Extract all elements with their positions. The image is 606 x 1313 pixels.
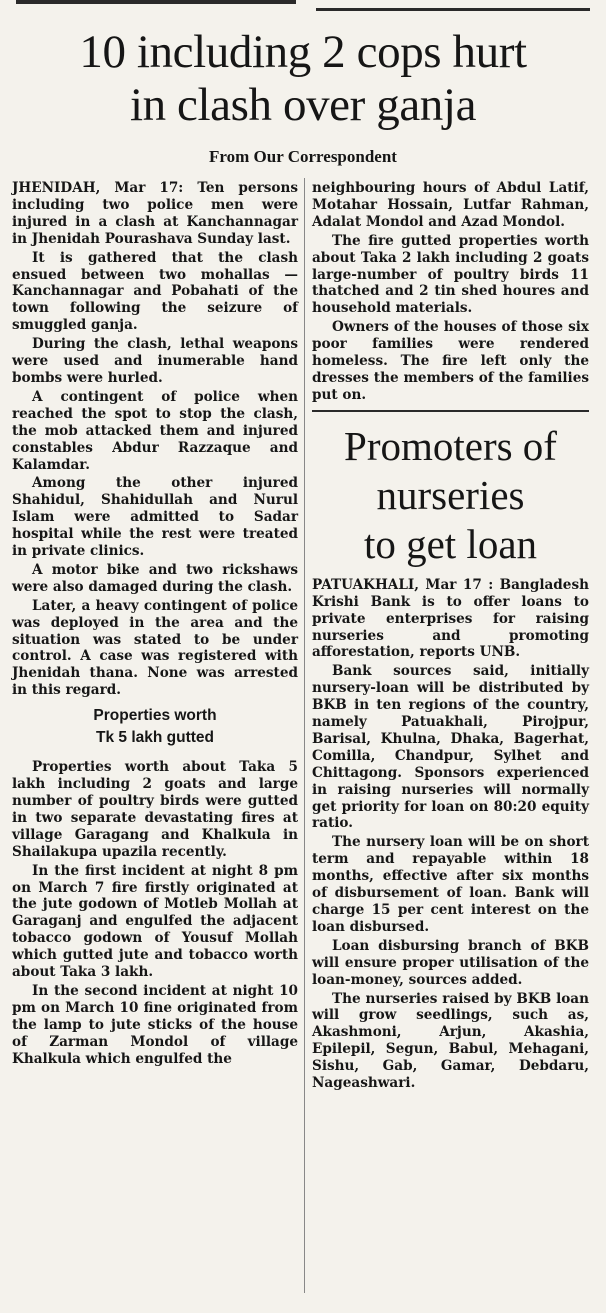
story3-paragraph: Bank sources said, initially nursery-loan will be distributed by BKB in ten regions of the country, namely Patuakhali, Pirojpur, Barisal, Khulna, Dhaka, Bagerhat, Comilla, Chandpur, Sylhet and Chittagong. Sponsors experienced in raising nurseries will normally get priority for loan on 80:20 equity ratio. bbox=[312, 663, 589, 832]
second-headline bbox=[312, 422, 589, 569]
story1-paragraph: A motor bike and two rickshaws were also damaged during the clash. bbox=[12, 561, 298, 595]
story2-continued-paragraph: The fire gutted properties worth about Taka 2 lakh including 2 goats large-number of poultry birds 11 thatched and 2 tin shed houres and household materials. bbox=[312, 232, 589, 317]
top-rule-left bbox=[16, 0, 296, 4]
subhead-line-1: Properties worth bbox=[93, 707, 217, 725]
left-column bbox=[12, 180, 298, 1070]
subhead-line-2: Tk 5 lakh gutted bbox=[96, 729, 214, 747]
story2-continued-paragraph: Owners of the houses of those six poor families were rendered homeless. The fire left only the dresses the members of the families put on. bbox=[312, 319, 589, 403]
section-rule bbox=[312, 410, 589, 412]
story3-paragraph: The nurseries raised by BKB loan will grow seedlings, such as, Akashmoni, Arjun, Akashia, Epilepil, Segun, Babul, Mehagani, Sishu, Gab, Gamar, Debdaru, Nageashwari. bbox=[312, 990, 589, 1092]
headline-line-1: 10 including 2 cops hurt bbox=[79, 26, 527, 78]
story2-continued-paragraph: neighbouring hours of Abdul Latif, Motahar Hossain, Lutfar Rahman, Adalat Mondol and Azad Mondol. bbox=[312, 180, 589, 230]
top-rule-right bbox=[316, 8, 590, 11]
story1-paragraph: Among the other injured Shahidul, Shahidullah and Nurul Islam were admitted to Sadar hospital while the rest were treated in private clinics. bbox=[12, 475, 298, 560]
story1-paragraph: It is gathered that the clash ensued between two mohallas — Kanchannagar and Pobahati of the town following the seizure of smuggled ganja. bbox=[12, 249, 298, 334]
story3-paragraph: PATUAKHALI, Mar 17 : Bangladesh Krishi Bank is to offer loans to private enterprises for raising nurseries and promoting afforestation, reports UNB. bbox=[312, 576, 589, 661]
headline2-line-3: to get loan bbox=[363, 520, 538, 567]
headline-line-2: in clash over ganja bbox=[129, 79, 477, 131]
story3-paragraph: Loan disbursing branch of BKB will ensure proper utilisation of the loan-money, sources added. bbox=[312, 937, 589, 988]
main-headline bbox=[10, 26, 596, 132]
story3-paragraph: The nursery loan will be on short term and repayable within 18 months, effective after six months of disbursement of loan. Bank will charge 15 per cent interest on the loan disbursed. bbox=[312, 834, 589, 935]
byline: From Our Correspondent bbox=[209, 147, 397, 166]
column-divider bbox=[304, 178, 305, 1293]
story2-paragraph: In the first incident at night 8 pm on March 7 fire firstly originated at the jute godown of Motleb Mollah at Garaganj and engulfed the adjacent tobacco godown of Yousuf Mollah which gutted jute and tobacco worth about Taka 3 lakh. bbox=[12, 862, 298, 981]
headline2-line-2: nurseries bbox=[376, 471, 525, 518]
story2-paragraph: In the second incident at night 10 pm on March 10 fine originated from the lamp to jute sticks of the house of Zarman Mondol of village Khalkula which engulfed the bbox=[12, 982, 298, 1067]
subhead bbox=[12, 705, 298, 749]
story1-paragraph: During the clash, lethal weapons were used and inumerable hand bombs were hurled. bbox=[12, 336, 298, 386]
story1-paragraph: Later, a heavy contingent of police was deployed in the area and the situation was stated to be under control. A case was registered with Jhenidah thana. None was arrested in this regard. bbox=[12, 597, 298, 699]
story2-paragraph: Properties worth about Taka 5 lakh including 2 goats and large number of poultry birds were gutted in two separate devastating fires at village Garagang and Khalkula in Shailakupa upazila recently. bbox=[12, 759, 298, 860]
story1-paragraph: JHENIDAH, Mar 17: Ten persons including two police men were injured in a clash at Kanchannagar in Jhenidah Pourashava Sunday last. bbox=[12, 180, 298, 247]
right-column bbox=[312, 180, 589, 1094]
headline2-line-1: Promoters of bbox=[344, 422, 557, 469]
story1-paragraph: A contingent of police when reached the spot to stop the clash, the mob attacked them and injured constables Abdur Razzaque and Kalamdar. bbox=[12, 388, 298, 473]
